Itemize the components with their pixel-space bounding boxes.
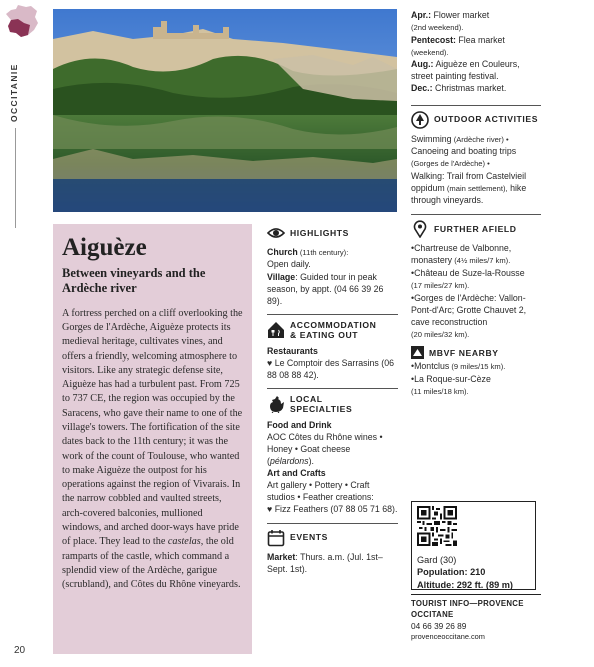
food-end: ). (308, 455, 314, 466)
further-note-2: (17 miles/27 km). (411, 281, 470, 291)
altitude: Altitude: 292 ft. (89 m) (417, 579, 513, 590)
middle-column (267, 219, 398, 575)
restaurant-item: Le Comptoir des Sarrasins (06 88 08 88 42). (267, 357, 394, 380)
village-text: : Guided tour in peak season, by appt. (04 66 39 26 89). (267, 271, 384, 306)
intro-main: A fortress perched on a cliff overlooking the Gorges de l'Ardèche, Aiguèze protects its medieval heritage, cultivates vines, and offers a friendly, welcoming atmosphere to visitors. Like any strategic defense site, Aiguèze has had a turbulent past. From 725 to 737 CE, the region was occupied by the Saracens, who gave their name to one of the village's towers. The fortification of the site dates back to the 11th century; it was the work of the count of Toulouse, who wanted to make Aiguèze the outpost for his operations against the region of Vivarais. In the narrow cobbled and vaulted streets, arch-covered balconies, mullioned windows, and arched door-ways have pride of place. They lead to the (62, 307, 243, 548)
intro-text (62, 307, 244, 593)
further-note-1: (4½ miles/7 km). (452, 256, 511, 266)
department: Gard (30) (417, 555, 457, 565)
accommodation-section (267, 314, 398, 381)
pentecost-note: (weekend). (411, 47, 449, 57)
canoeing-note: (Gorges de l'Ardèche) • (411, 159, 490, 169)
outdoor-text (411, 133, 541, 207)
food-emphasis: pélardons (269, 455, 309, 466)
nearby-item-2: •La Roque-sur-Cèze (411, 373, 491, 384)
outdoor-section (411, 105, 541, 207)
arts-heading: Art and Crafts (267, 468, 326, 479)
eye-icon (267, 224, 285, 242)
dec-text: Christmas market. (432, 83, 507, 94)
rooster-icon (267, 395, 285, 413)
specialties-title (290, 394, 352, 415)
tagline: Between vineyards and the Ardèche river (62, 265, 206, 296)
nearby-note-1: (9 miles/15 km). (449, 362, 506, 372)
tourist-phone[interactable]: 04 66 39 26 89 (411, 620, 467, 631)
accommodation-title-1: ACCOMMODATION (290, 319, 377, 330)
house-cutlery-icon (267, 321, 285, 339)
church-text: Open daily. (267, 259, 311, 270)
nearby-text (411, 360, 541, 397)
specialties-title-1: LOCAL (290, 393, 323, 404)
tourist-title-2: OCCITANE (411, 609, 454, 619)
nearby-item-1: •Montclus (411, 361, 450, 372)
walking-end: hike through vineyards. (411, 182, 527, 206)
dec-label: Dec.: (411, 83, 433, 94)
specialties-title-2: SPECIALTIES (290, 404, 353, 415)
restaurants-label: Restaurants (267, 345, 318, 356)
region-map-icon (4, 4, 40, 38)
pentecost-label: Pentecost: (411, 34, 456, 45)
walking-text: Walking: Trail from Castelvieil oppidum (411, 170, 527, 193)
further-title: FURTHER AFIELD (434, 224, 517, 235)
town-name: Aiguèze (62, 234, 147, 261)
qr-code-icon[interactable] (417, 506, 457, 546)
highlights-text (267, 246, 398, 307)
further-section (411, 214, 541, 340)
outdoor-title: OUTDOOR ACTIVITIES (434, 114, 539, 125)
nearby-note-2: (11 miles/18 km). (411, 386, 469, 396)
highlights-title: HIGHLIGHTS (290, 227, 349, 238)
pentecost-text: Flea market (455, 34, 505, 45)
aug-label: Aug.: (411, 59, 434, 70)
events-text (267, 551, 398, 575)
food-text: AOC Côtes du Rhône wines • Honey • Goat cheese ( (267, 431, 383, 466)
swimming-text: Swimming (411, 133, 452, 144)
title-panel (53, 224, 252, 654)
further-item-1: •Chartreuse de Valbonne, monastery (411, 243, 512, 266)
specialties-section (267, 388, 398, 516)
tourist-info (411, 594, 541, 643)
apr-label: Apr.: (411, 10, 432, 20)
intro-end: the old ramparts of the castle, which command a splendid view of the Ardèche, garigue (scrubland), and Côtes du Rhône vineyards. (62, 536, 241, 591)
pine-tree-icon (411, 111, 429, 129)
canoeing-text: Canoeing and boating trips (411, 146, 517, 157)
intro-emphasis: castelas, (167, 536, 204, 548)
facts-text (417, 554, 530, 591)
events-section (267, 523, 398, 575)
market-text: : Thurs. a.m. (Jul. 1st–Sept. 1st). (267, 551, 383, 574)
food-heading: Food and Drink (267, 419, 332, 430)
right-column (411, 9, 541, 397)
page-number: 20 (14, 645, 26, 656)
mbvf-logo-icon (411, 346, 424, 359)
accommodation-title (290, 320, 376, 341)
facts-box (411, 501, 536, 590)
map-pin-icon (411, 220, 429, 238)
population: Population: 210 (417, 567, 486, 578)
heart-icon: ♥ (267, 504, 273, 515)
further-note-3: (20 miles/32 km). (411, 329, 470, 339)
apr-text: Flower market (431, 10, 490, 20)
arts-item: Fizz Feathers (07 88 05 71 68). (274, 504, 398, 515)
walking-note: (main settlement), (444, 183, 508, 193)
tourist-website-link[interactable]: provenceoccitane.com (411, 632, 485, 642)
specialties-text (267, 419, 398, 516)
further-item-2: •Château de Suze-la-Rousse (411, 267, 525, 278)
church-label: Church (267, 247, 298, 257)
accommodation-text (267, 345, 398, 381)
accommodation-title-2: & EATING OUT (290, 330, 359, 341)
calendar-icon (267, 529, 285, 547)
events-continued (411, 9, 541, 95)
apr-note: (2nd weekend). (411, 23, 464, 33)
tourist-title (411, 599, 541, 621)
church-note: (11th century): (297, 248, 349, 257)
nearby-section (411, 344, 541, 397)
tourist-title-1: TOURIST INFO—PROVENCE (411, 599, 524, 608)
highlights-section (267, 219, 398, 307)
region-divider (15, 128, 16, 228)
village-photo (53, 9, 397, 212)
events-title: EVENTS (290, 532, 328, 543)
further-item-3: •Gorges de l'Ardèche: Vallon-Pont-d'Arc; Grotte Chauvet 2, cave reconstruction (411, 292, 527, 327)
nearby-title: MBVF NEARBY (429, 347, 499, 358)
swimming-note: (Ardèche river) • (451, 134, 509, 144)
heart-icon: ♥ (267, 357, 273, 368)
market-label: Market (267, 551, 296, 562)
further-text (411, 242, 541, 340)
region-label: OCCITANIE (9, 63, 19, 122)
village-label: Village (267, 271, 296, 282)
aug-text: Aiguèze en Couleurs, street painting festival. (411, 59, 520, 82)
arts-text: Art gallery • Pottery • Craft studios • Feather creations: (267, 480, 374, 503)
